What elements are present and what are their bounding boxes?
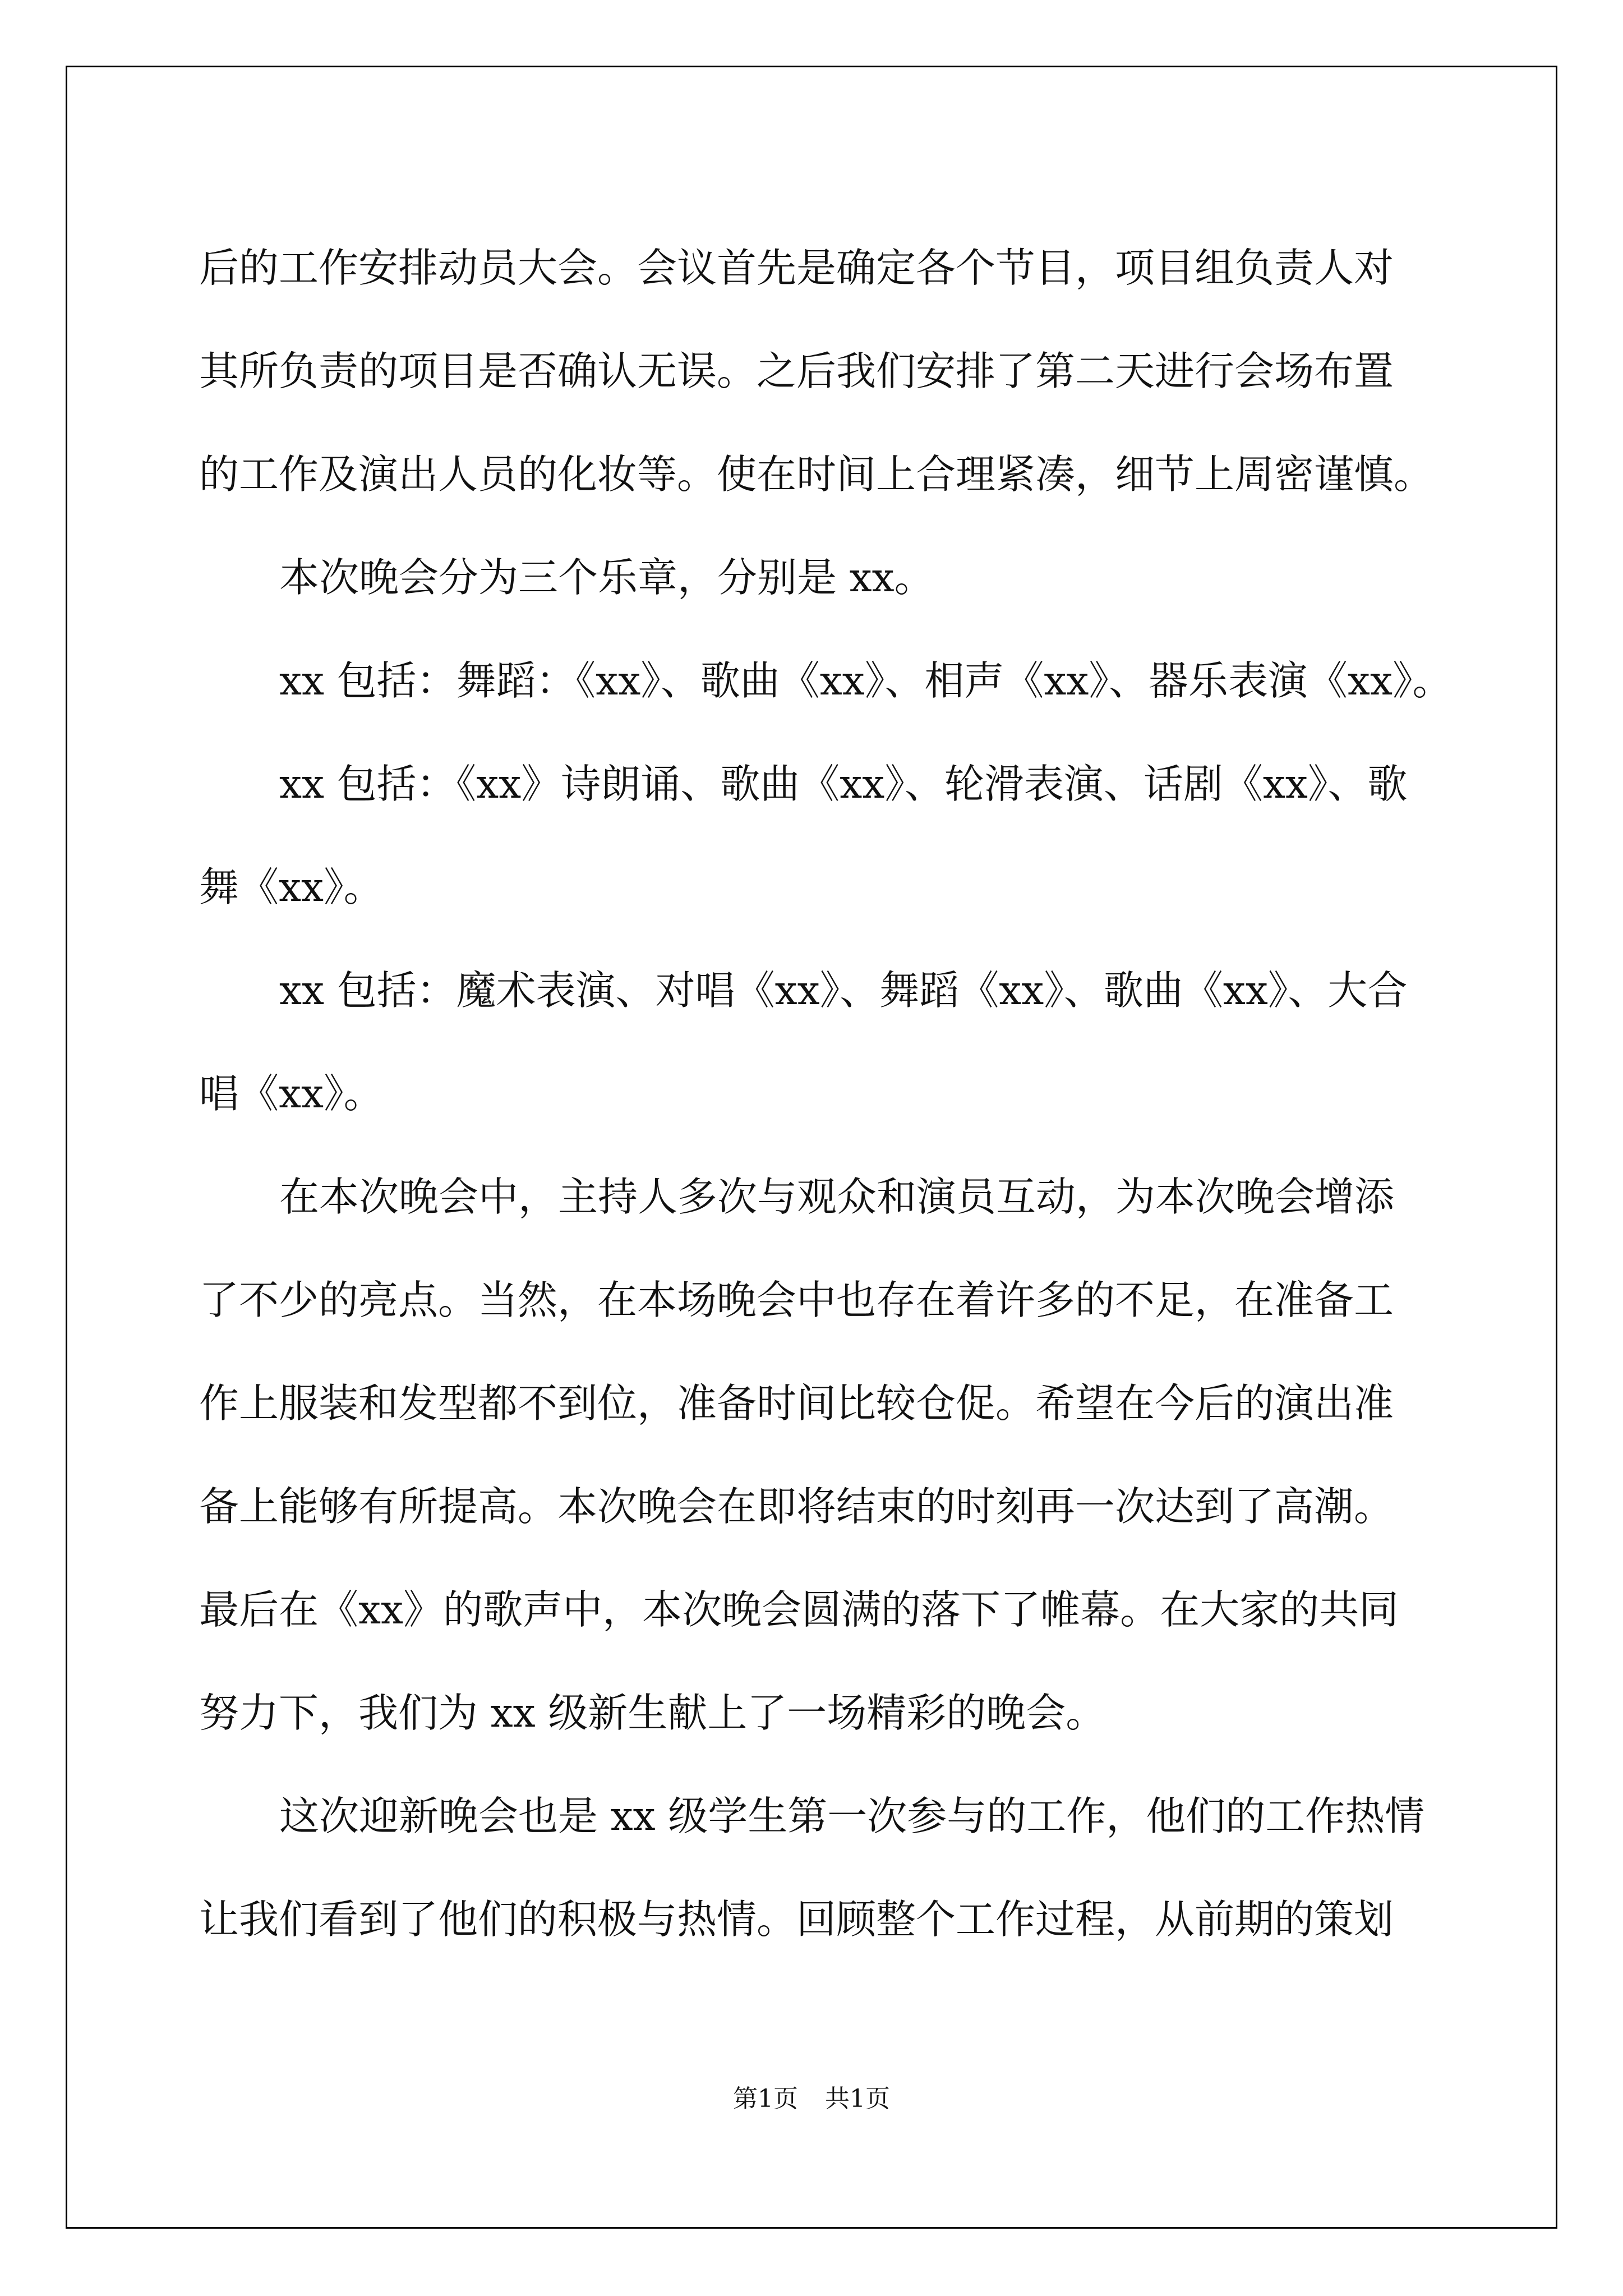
paragraph: [199, 217, 1433, 526]
text-line: 后的工作安排动员大会。会议首先是确定各个节目，项目组负责人对: [199, 245, 1394, 291]
text-line: 的工作及演出人员的化妆等。使在时间上合理紧凑，细节上周密谨慎。: [199, 451, 1434, 498]
text-line: 这次迎新晚会也是 xx 级学生第一次参与的工作，他们的工作热情: [279, 1793, 1425, 1839]
text-line: xx 包括：魔术表演、对唱《xx》、舞蹈《xx》、歌曲《xx》、大合: [279, 967, 1408, 1014]
paragraph: [199, 1765, 1433, 1971]
text-line: xx 包括：《xx》诗朗诵、歌曲《xx》、轮滑表演、话剧《xx》、歌: [279, 761, 1408, 807]
paragraph: [199, 526, 1433, 629]
text-line: 最后在《xx》的歌声中，本次晚会圆满的落下了帷幕。在大家的共同: [199, 1586, 1399, 1633]
page-footer: [0, 2078, 1623, 2114]
paragraph: [199, 733, 1433, 939]
text-line: 作上服装和发型都不到位，准备时间比较仓促。希望在今后的演出准: [199, 1380, 1394, 1427]
text-line: xx 包括：舞蹈：《xx》、歌曲《xx》、相声《xx》、器乐表演《xx》。: [279, 657, 1453, 704]
page-number-total: 共1页: [825, 2085, 890, 2113]
page-number-current: 第1页: [733, 2085, 798, 2113]
paragraph: [199, 1145, 1433, 1765]
text-line: 努力下，我们为 xx 级新生献上了一场精彩的晚会。: [199, 1690, 1106, 1736]
text-line: 其所负责的项目是否确认无误。之后我们安排了第二天进行会场布置: [199, 348, 1394, 394]
text-line: 舞《xx》。: [199, 864, 384, 910]
text-line: 备上能够有所提高。本次晚会在即将结束的时刻再一次达到了高潮。: [199, 1483, 1394, 1530]
paragraph: [199, 939, 1433, 1145]
text-line: 在本次晚会中，主持人多次与观众和演员互动，为本次晚会增添: [279, 1174, 1395, 1220]
document-body: [199, 217, 1453, 1971]
text-line: 唱《xx》。: [199, 1070, 384, 1117]
text-line: 了不少的亮点。当然，在本场晚会中也存在着许多的不足，在准备工: [199, 1277, 1394, 1323]
text-line: 让我们看到了他们的积极与热情。回顾整个工作过程，从前期的策划: [199, 1896, 1394, 1943]
paragraph: [199, 629, 1453, 733]
text-line: 本次晚会分为三个乐章，分别是 xx。: [279, 554, 934, 601]
